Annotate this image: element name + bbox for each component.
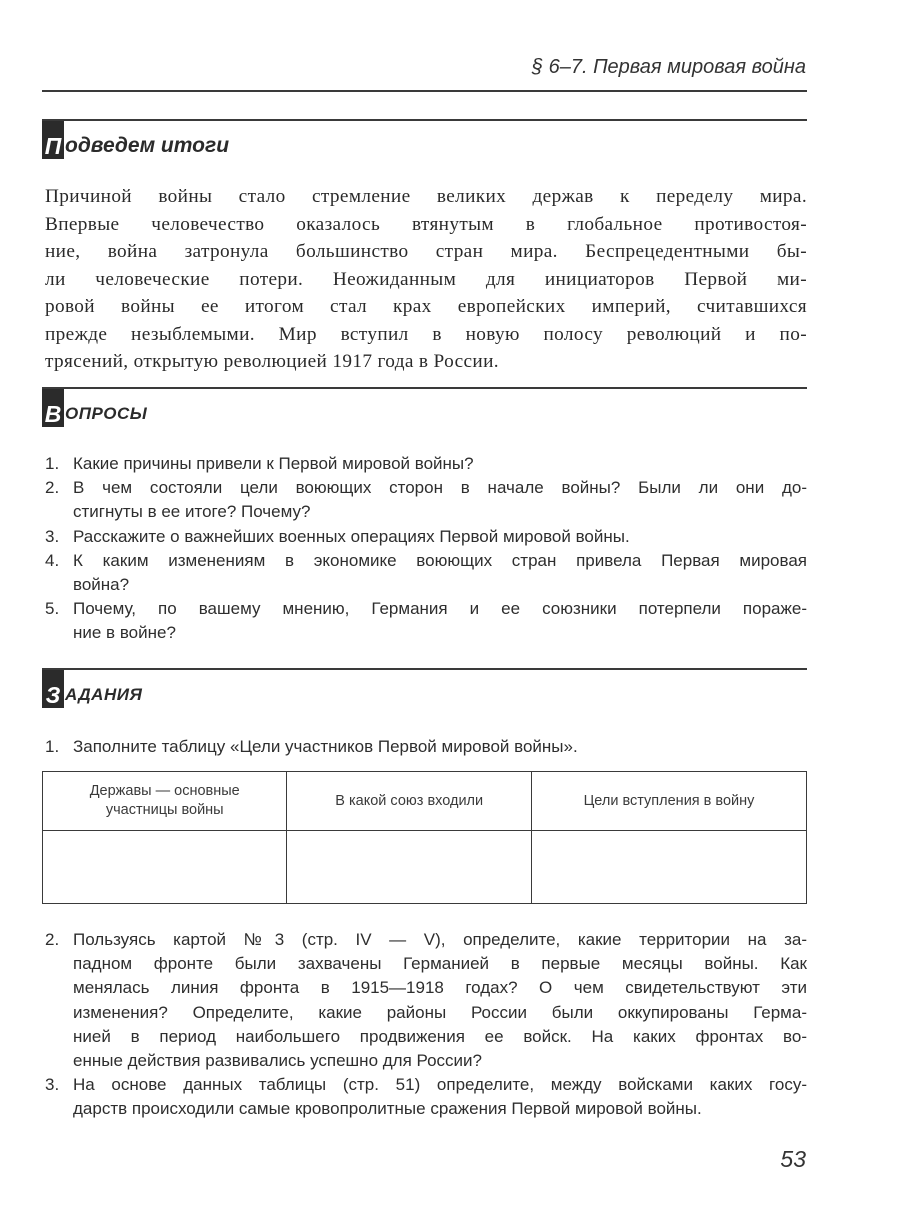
table-row xyxy=(43,831,807,904)
summary-line: Впервые человечество оказалось втянутым в глобальное противостоя- xyxy=(45,213,807,235)
question-number: 5. xyxy=(45,599,60,619)
section-title-text: одведем итоги xyxy=(65,134,230,157)
table-header-row xyxy=(43,772,807,831)
question-item xyxy=(45,549,807,597)
task-text: падном фронте были захвачены Германией в первые месяцы войны. Как xyxy=(73,954,807,974)
question-number: 1. xyxy=(45,454,60,473)
section-title-tasks xyxy=(42,670,142,708)
question-item xyxy=(45,525,807,549)
question-text: Почему, по вашему мнению, Германия и ее союзники потерпели пораже- xyxy=(73,599,807,619)
header-line: Цели вступления в войну xyxy=(583,792,755,809)
question-text: стигнуты в ее итоге? Почему? xyxy=(73,502,311,522)
task-text: нией в период наибольшего продвижения ее войск. На каких фронтах во- xyxy=(73,1026,807,1046)
task-text: На основе данных таблицы (стр. 51) определите, между войсками каких госу- xyxy=(73,1075,807,1095)
question-number: 2. xyxy=(45,478,60,498)
task-text: менялась линия фронта в 1915—1918 годах? О чем свидетельствуют эти xyxy=(73,978,807,998)
question-item xyxy=(45,597,807,645)
table-header-powers xyxy=(43,772,287,831)
task-text: изменения? Определите, какие районы России были оккупированы Герма- xyxy=(73,1002,807,1022)
running-head: § 6–7. Первая мировая война xyxy=(531,56,806,78)
question-number: 3. xyxy=(45,526,60,546)
task-number: 2. xyxy=(45,930,60,949)
question-item xyxy=(45,476,807,524)
summary-line: ние, война затронула большинство стран мира. Беспрецедентными бы- xyxy=(45,241,807,262)
question-text: война? xyxy=(73,575,130,595)
section-initial: З xyxy=(42,670,64,708)
summary-line: Причиной войны стало стремление великих держав к переделу мира. xyxy=(45,186,807,207)
table-cell-powers[interactable] xyxy=(43,831,287,904)
table-header-alliance xyxy=(287,772,531,831)
task-text: Пользуясь картой №3 (стр. IV — V), определите, какие территории на за- xyxy=(73,930,807,949)
table-cell-alliance[interactable] xyxy=(287,831,531,904)
section-initial: В xyxy=(42,389,64,427)
section-title-text: ОПРОСЫ xyxy=(65,404,148,423)
summary-paragraph xyxy=(45,183,807,376)
task-1 xyxy=(45,735,807,759)
section-title-text: АДАНИЯ xyxy=(65,685,143,704)
summary-line: ли человеческие потери. Неожиданным для инициаторов Первой ми- xyxy=(45,268,807,290)
question-text: В чем состояли цели воюющих сторон в начале войны? Были ли они до- xyxy=(73,478,807,498)
task-number: 3. xyxy=(45,1075,60,1095)
task-item xyxy=(45,735,807,759)
table-header-goals xyxy=(531,772,806,831)
section-rule-tasks xyxy=(42,668,807,670)
section-rule-questions xyxy=(42,387,807,389)
summary-line: трясений, открытую революцией 1917 года в России. xyxy=(45,351,499,372)
task-item xyxy=(45,928,807,1073)
summary-line: ровой войны ее итогом стал крах европейских империй, считавшихся xyxy=(45,296,807,317)
table-cell-goals[interactable] xyxy=(531,831,806,904)
question-text: Расскажите о важнейших военных операциях Первой мировой войны. xyxy=(73,526,630,546)
task-item xyxy=(45,1073,807,1121)
question-text: К каким изменениям в экономике воюющих стран привела Первая мировая xyxy=(73,550,807,570)
summary-line: прежде незыблемыми. Мир вступил в новую полосу революций и по- xyxy=(45,323,807,345)
task-text: дарств происходили самые кровопролитные сражения Первой мировой войны. xyxy=(73,1099,702,1119)
task-number: 1. xyxy=(45,737,60,756)
task-text: Заполните таблицу «Цели участников Первой мировой войны». xyxy=(73,737,578,756)
question-number: 4. xyxy=(45,550,60,570)
header-line: участницы войны xyxy=(105,802,224,818)
section-initial: П xyxy=(42,121,64,159)
tasks-list xyxy=(45,928,807,1122)
header-rule xyxy=(42,90,807,92)
task-text: енные действия развивались успешно для России? xyxy=(73,1051,483,1071)
header-line: В какой союз входили xyxy=(335,792,484,809)
question-text: Какие причины привели к Первой мировой войны? xyxy=(73,454,474,473)
question-item xyxy=(45,452,807,476)
section-title-questions xyxy=(42,389,147,427)
questions-list xyxy=(45,452,807,646)
page-number: 53 xyxy=(780,1146,806,1172)
goals-table xyxy=(42,771,807,904)
header-line: Державы — основные xyxy=(89,783,240,799)
section-title-summary xyxy=(42,121,229,159)
question-text: ние в войне? xyxy=(73,623,176,643)
